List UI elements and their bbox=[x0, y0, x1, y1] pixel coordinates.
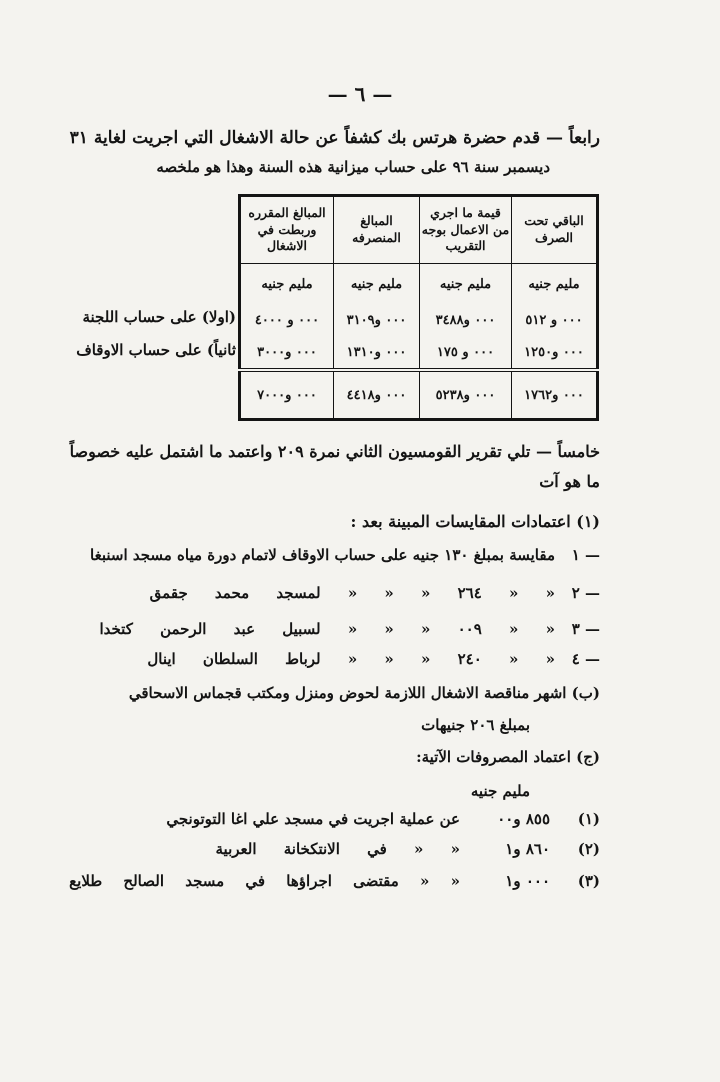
accounts-table bbox=[238, 194, 599, 421]
part-a-item-3-num: ٣ — bbox=[571, 620, 600, 638]
section4-line1: رابعاً — قدم حضرة هرتس بك كشفاً عن حالة الاشغال التي اجريت لغاية ٣١ bbox=[69, 128, 600, 148]
table-row bbox=[240, 336, 598, 370]
part-a-item-1-text: مقايسة بمبلغ ١٣٠ جنيه على حساب الاوقاف لاتمام دورة مياه مسجد اسنبغا bbox=[90, 546, 555, 564]
part-c-heading: (ج) اعتماد المصروفات الآتية: bbox=[416, 748, 600, 766]
part-a-item-4-text: « « ٢٤٠ « « « لرباط السلطان اينال bbox=[147, 650, 555, 668]
table-cell: ٠٠٠ و ١٧٥ bbox=[420, 336, 512, 370]
part-c-item-1-num: (١) bbox=[577, 810, 600, 828]
table-cell: ٠٠٠ و١٢٥٠ bbox=[512, 336, 598, 370]
header-work-value: قيمة ما اجري من الاعمال بوجه التقريب bbox=[420, 196, 512, 264]
total-cell: ٠٠٠ و٤٤١٨ bbox=[334, 370, 420, 420]
section4-line2: ديسمبر سنة ٩٦ على حساب ميزانية هذه السنة وهذا هو ملخصه bbox=[156, 158, 550, 176]
section5-line2: ما هو آت bbox=[539, 472, 600, 491]
total-cell: ٠٠٠ و٥٢٣٨ bbox=[420, 370, 512, 420]
header-remaining: الباقي تحت الصرف bbox=[512, 196, 598, 264]
total-cell: ٠٠٠ و١٧٦٢ bbox=[512, 370, 598, 420]
table-units-row bbox=[240, 264, 598, 305]
part-c-item-3-text: « « مقتضى اجراؤها في مسجد الصالح طلايع bbox=[69, 872, 460, 890]
header-spent: المبالغ المنصرفه bbox=[334, 196, 420, 264]
table-cell: ٠٠٠ و ٤٠٠٠ bbox=[240, 304, 334, 336]
header-allocated: المبالغ المقرره وربطت في الاشغال bbox=[240, 196, 334, 264]
part-a-item-3-text: « « ٠٠٩ « « « لسبيل عبد الرحمن كتخدا bbox=[99, 620, 555, 638]
part-c-item-3-amount: ٠٠٠ و١ bbox=[505, 872, 550, 890]
unit-cell: مليم جنيه bbox=[240, 264, 334, 305]
table-cell: ٠٠٠ و٣٠٠٠ bbox=[240, 336, 334, 370]
table-header-row bbox=[240, 196, 598, 264]
part-c-item-1-amount: ٨٥٥ و٠٠ bbox=[497, 810, 550, 828]
part-a-item-2-num: ٢ — bbox=[571, 584, 600, 602]
row-label-awqaf: ثانياً) على حساب الاوقاف bbox=[76, 341, 236, 359]
unit-cell: مليم جنيه bbox=[420, 264, 512, 305]
part-a-item-2-text: « « ٢٦٤ « « « لمسجد محمد جقمق bbox=[149, 584, 555, 602]
section5-line1: خامساً — تلي تقرير القومسيون الثاني نمرة ٢٠٩ واعتمد ما اشتمل عليه خصوصاً bbox=[69, 442, 600, 461]
page-number: — ٦ — bbox=[327, 82, 393, 106]
part-a-item-1-num: ١ — bbox=[571, 546, 600, 564]
part-a-item-4-num: ٤ — bbox=[571, 650, 600, 668]
part-c-item-3-num: (٣) bbox=[577, 872, 600, 890]
row-label-committee: (اولا) على حساب اللجنة bbox=[82, 308, 236, 326]
part-c-item-2-num: (٢) bbox=[577, 840, 600, 858]
table-row bbox=[240, 304, 598, 336]
part-b-line2: بمبلغ ٢٠٦ جنيهات bbox=[421, 716, 530, 734]
part-c-item-2-amount: ٨٦٠ و١ bbox=[505, 840, 550, 858]
table-cell: ٠٠٠ و١٣١٠ bbox=[334, 336, 420, 370]
table-cell: ٠٠٠ و ٥١٢ bbox=[512, 304, 598, 336]
part-c-units: مليم جنيه bbox=[470, 782, 530, 800]
part-a-heading: (١) اعتمادات المقايسات المبينة بعد : bbox=[350, 512, 600, 531]
table-total-row bbox=[240, 370, 598, 420]
table-cell: ٠٠٠ و٣٤٨٨ bbox=[420, 304, 512, 336]
part-c-item-2-text: « « في الانتكخانة العربية bbox=[215, 840, 460, 858]
table-cell: ٠٠٠ و٣١٠٩ bbox=[334, 304, 420, 336]
unit-cell: مليم جنيه bbox=[512, 264, 598, 305]
total-cell: ٠٠٠ و٧٠٠٠ bbox=[240, 370, 334, 420]
part-b-line1: (ب) اشهر مناقصة الاشغال اللازمة لحوض ومنزل ومكتب قجماس الاسحاقي bbox=[128, 684, 600, 702]
part-c-item-1-text: عن عملية اجريت في مسجد علي اغا التوتونجي bbox=[166, 810, 460, 828]
unit-cell: مليم جنيه bbox=[334, 264, 420, 305]
